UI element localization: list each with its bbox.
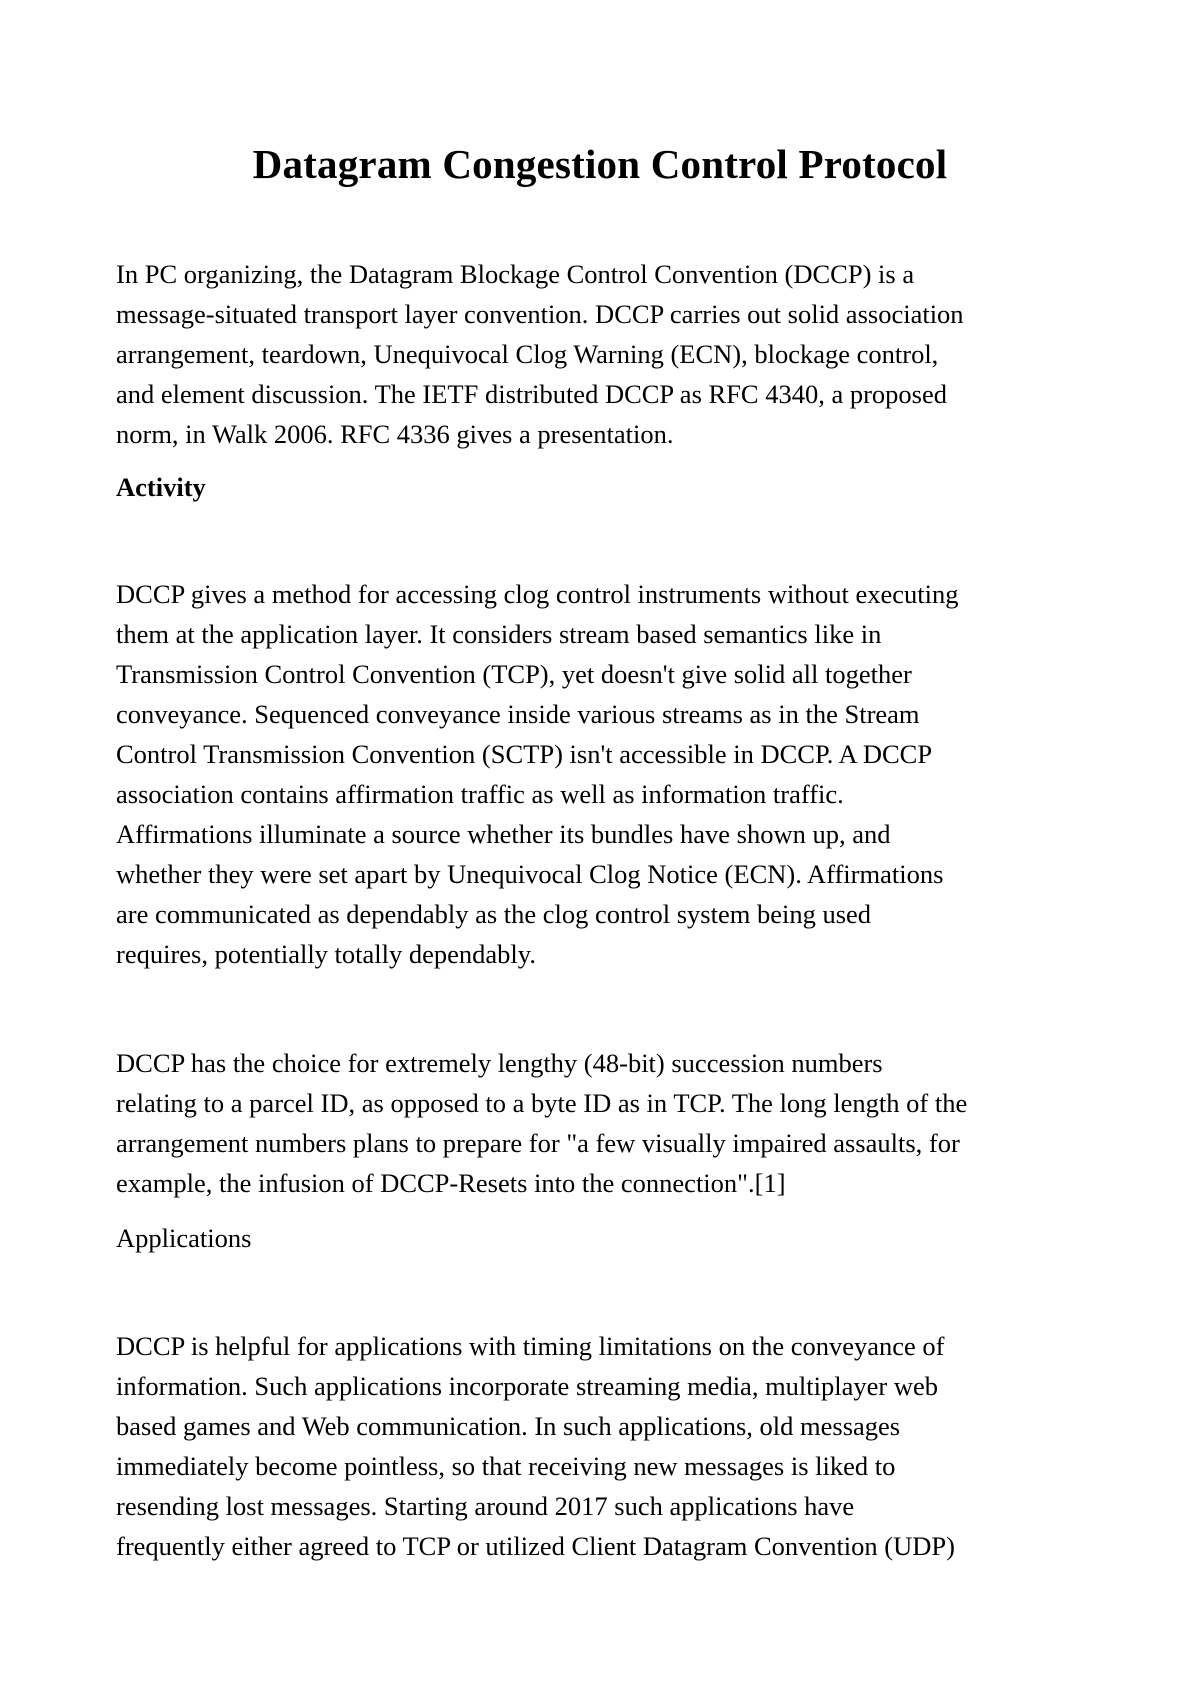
text-line: and element discussion. The IETF distributed DCCP as RFC 4340, a proposed xyxy=(116,379,948,409)
text-line: resending lost messages. Starting around 2017 such applications have xyxy=(116,1491,855,1521)
text-line: Affirmations illuminate a source whether its bundles have shown up, and xyxy=(116,819,891,849)
text-line: requires, potentially totally dependably. xyxy=(116,939,536,969)
text-line: Transmission Control Convention (TCP), yet doesn't give solid all together xyxy=(116,659,912,689)
text-line: immediately become pointless, so that receiving new messages is liked to xyxy=(116,1451,896,1481)
text-line: In PC organizing, the Datagram Blockage Control Convention (DCCP) is a xyxy=(116,259,915,289)
text-line: based games and Web communication. In such applications, old messages xyxy=(116,1411,901,1441)
text-line: frequently either agreed to TCP or utilized Client Datagram Convention (UDP) xyxy=(116,1531,955,1561)
text-line: whether they were set apart by Unequivocal Clog Notice (ECN). Affirmations xyxy=(116,859,944,889)
text-line: norm, in Walk 2006. RFC 4336 gives a presentation. xyxy=(116,419,674,449)
text-line: DCCP gives a method for accessing clog control instruments without executing xyxy=(116,579,959,609)
text-line: example, the infusion of DCCP-Resets into the connection".[1] xyxy=(116,1168,786,1198)
text-line: DCCP is helpful for applications with timing limitations on the conveyance of xyxy=(116,1331,945,1361)
text-line: message-situated transport layer convention. DCCP carries out solid association xyxy=(116,299,964,329)
paragraph-activity xyxy=(116,574,1116,974)
section-heading-applications: Applications xyxy=(116,1223,252,1253)
text-line: DCCP has the choice for extremely lengthy (48-bit) succession numbers xyxy=(116,1048,883,1078)
text-line: Control Transmission Convention (SCTP) isn't accessible in DCCP. A DCCP xyxy=(116,739,933,769)
paragraph-intro xyxy=(116,254,1116,454)
paragraph-applications xyxy=(116,1326,1116,1566)
page-title: Datagram Congestion Control Protocol xyxy=(252,141,948,187)
text-line: arrangement, teardown, Unequivocal Clog Warning (ECN), blockage control, xyxy=(116,339,939,369)
text-line: conveyance. Sequenced conveyance inside various streams as in the Stream xyxy=(116,699,920,729)
paragraph-sequence-numbers xyxy=(116,1043,1116,1203)
text-line: information. Such applications incorporate streaming media, multiplayer web xyxy=(116,1371,939,1401)
text-line: relating to a parcel ID, as opposed to a byte ID as in TCP. The long length of the xyxy=(116,1088,968,1118)
text-line: arrangement numbers plans to prepare for "a few visually impaired assaults, for xyxy=(116,1128,960,1158)
text-line: are communicated as dependably as the clog control system being used xyxy=(116,899,872,929)
section-heading-activity: Activity xyxy=(116,472,206,502)
text-line: them at the application layer. It considers stream based semantics like in xyxy=(116,619,882,649)
text-line: association contains affirmation traffic as well as information traffic. xyxy=(116,779,844,809)
